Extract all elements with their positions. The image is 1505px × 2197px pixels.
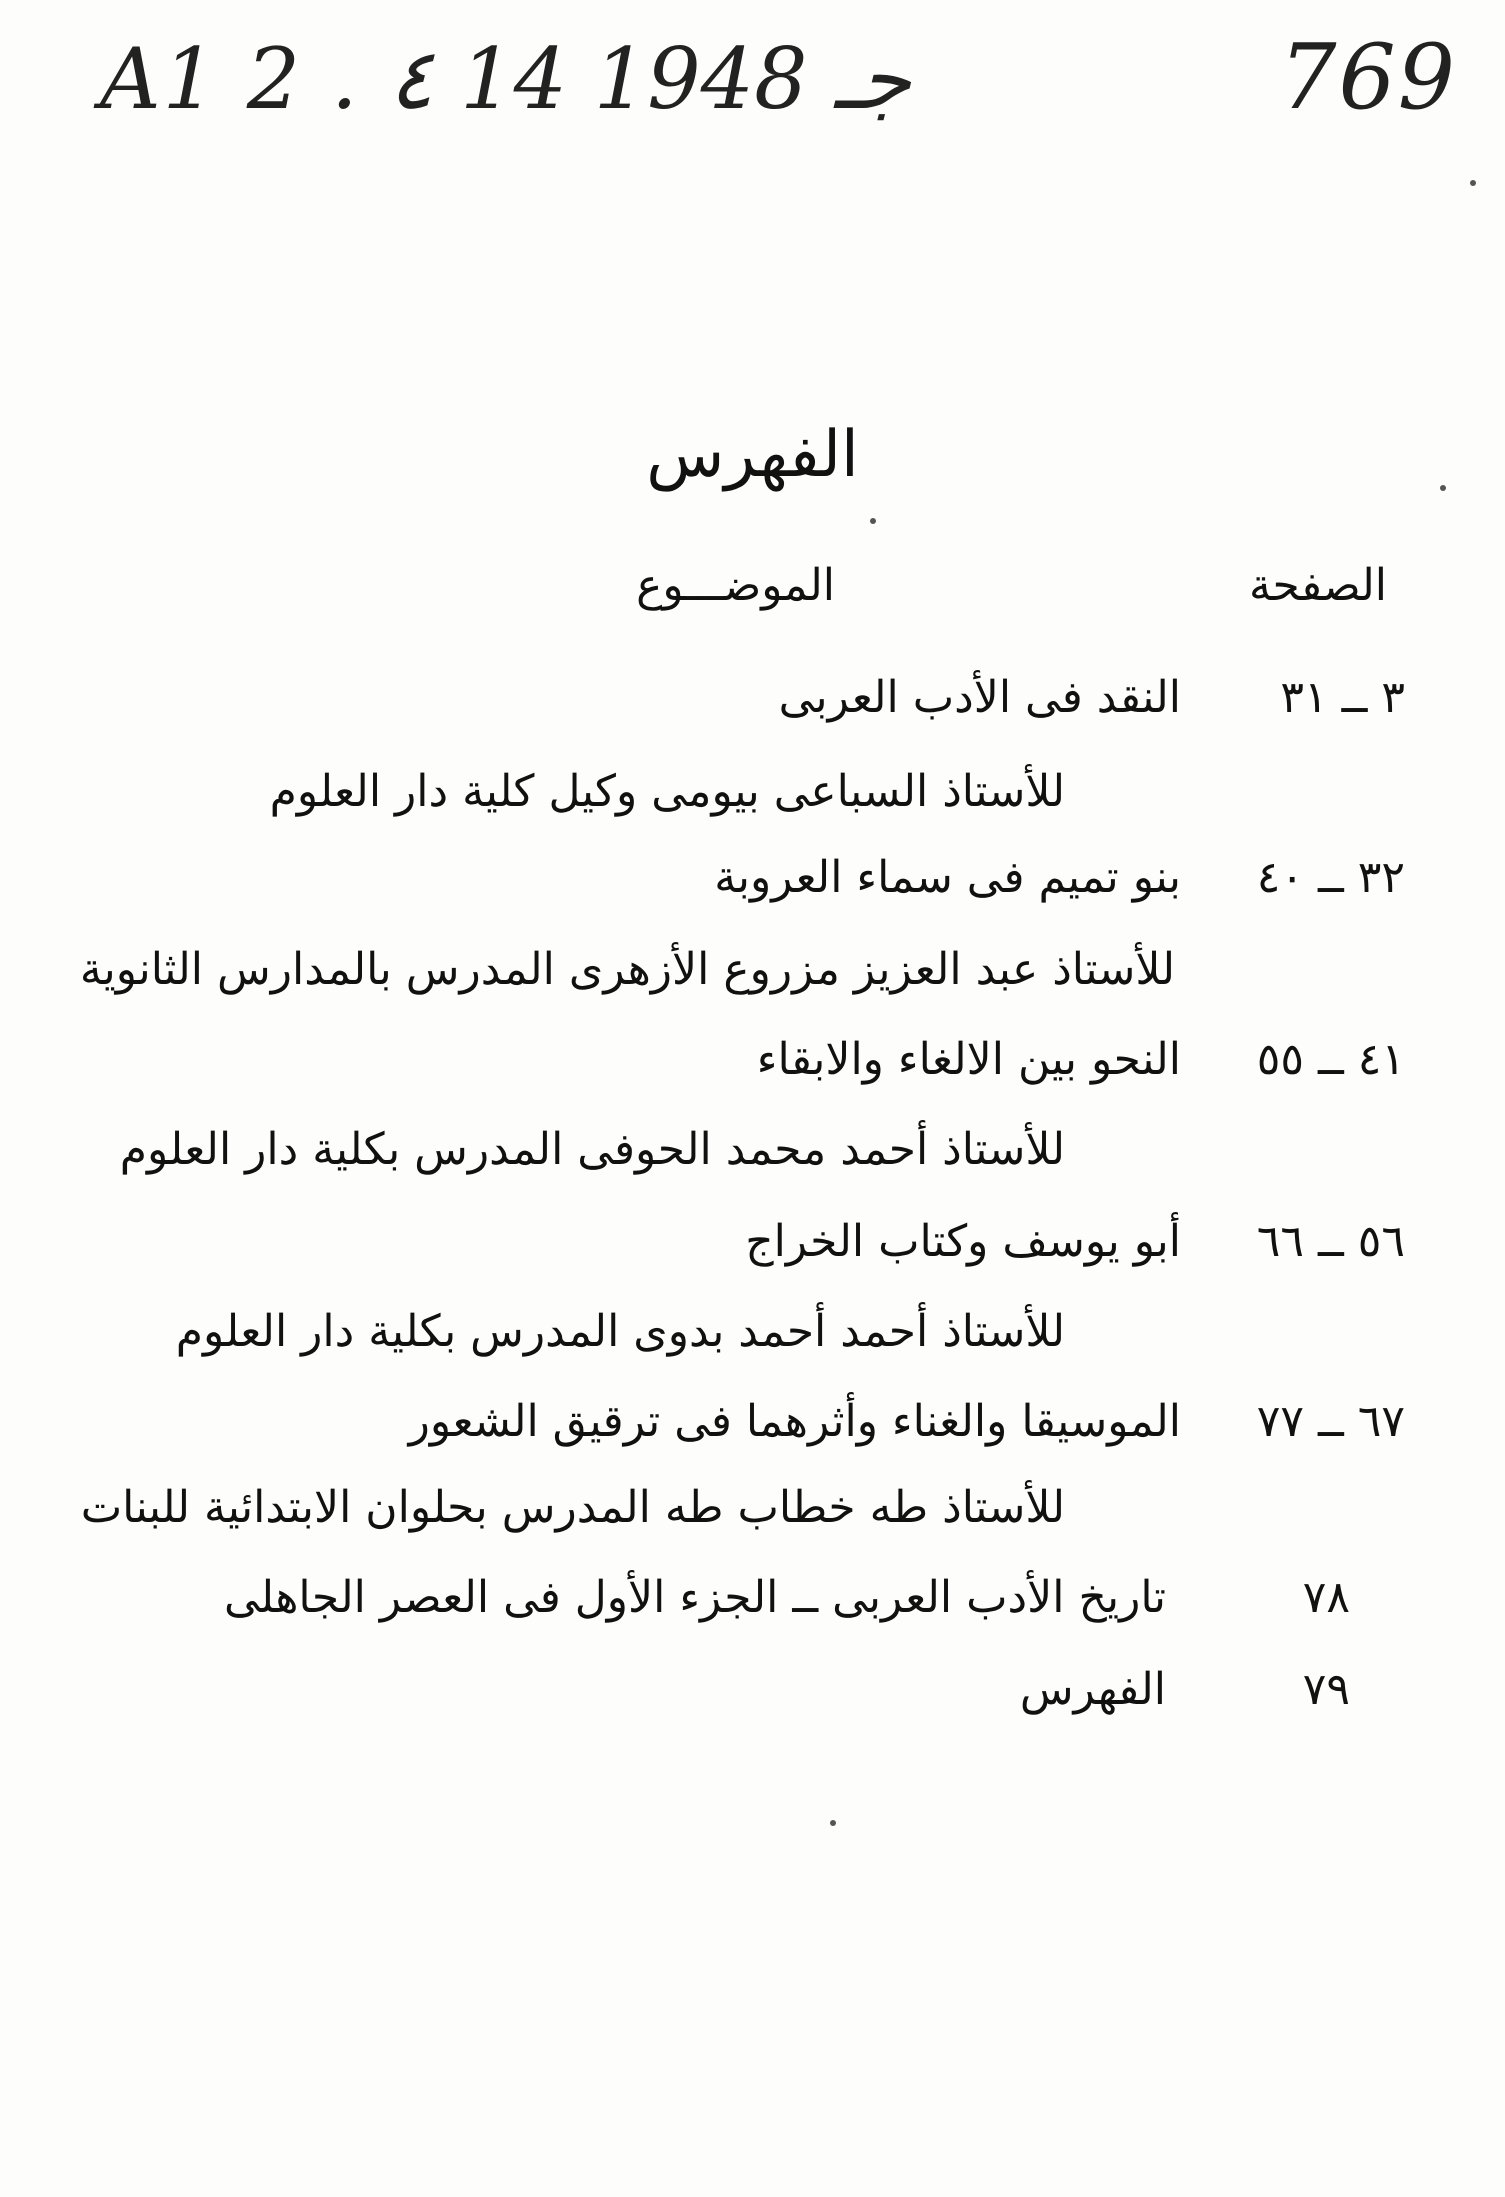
- scan-speck: [830, 1820, 836, 1826]
- handwritten-reference: A1 2 . ٤ 14 جـ 1948: [100, 30, 911, 128]
- toc-entry-pages: ٣٢ ــ ٤٠: [1256, 852, 1405, 903]
- toc-entry-topic: تاريخ الأدب العربى ــ الجزء الأول فى العصر الجاهلى: [223, 1572, 1166, 1623]
- toc-entry-topic: أبو يوسف وكتاب الخراج: [745, 1216, 1181, 1267]
- toc-entry-title: [409, 1392, 1405, 1452]
- toc-entry-topic: الفهرس: [1019, 1664, 1166, 1715]
- toc-entry-pages: ٤١ ــ ٥٥: [1256, 1034, 1405, 1085]
- toc-entry-topic: الموسيقا والغناء وأثرهما فى ترقيق الشعور: [408, 1396, 1181, 1447]
- toc-entry-author: للأستاذ عبد العزيز مزروع الأزهرى المدرس بالمدارس الثانوية: [79, 944, 1175, 995]
- column-header-page: الصفحة: [1248, 560, 1387, 611]
- toc-entry-pages: ٥٦ ــ ٦٦: [1256, 1216, 1405, 1267]
- toc-entry-topic: بنو تميم فى سماء العروبة: [714, 852, 1181, 903]
- toc-entry-title: [757, 1030, 1405, 1090]
- toc-entry-title: [1020, 1660, 1350, 1720]
- toc-entry-author: للأستاذ السباعى بيومى وكيل كلية دار العلوم: [269, 766, 1065, 817]
- toc-entry-title: [779, 668, 1405, 728]
- toc-entry-pages: ٣ ــ ٣١: [1280, 672, 1405, 723]
- toc-entry-title: [745, 1212, 1405, 1272]
- toc-entry-author: للأستاذ أحمد محمد الحوفى المدرس بكلية دار العلوم: [119, 1124, 1065, 1175]
- toc-entry-title: [714, 848, 1405, 908]
- toc-entry-topic: النقد فى الأدب العربى: [778, 672, 1181, 723]
- column-header-topic: الموضـــوع: [636, 560, 835, 611]
- page-title: الفهرس: [646, 418, 859, 492]
- toc-entry-author: للأستاذ أحمد أحمد بدوى المدرس بكلية دار العلوم: [175, 1306, 1065, 1357]
- handwritten-page-number: 769: [1279, 25, 1457, 130]
- toc-entry-pages: ٦٧ ــ ٧٧: [1256, 1396, 1405, 1447]
- scan-speck: [870, 518, 876, 524]
- toc-entry-author: للأستاذ طه خطاب طه المدرس بحلوان الابتدائية للبنات: [80, 1482, 1065, 1533]
- toc-entry-pages: ٧٨: [1302, 1572, 1350, 1623]
- toc-entry-pages: ٧٩: [1302, 1664, 1350, 1715]
- scan-speck: [1440, 485, 1446, 491]
- toc-entry-title: [224, 1568, 1350, 1628]
- scan-speck: [1470, 180, 1476, 186]
- toc-entry-topic: النحو بين الالغاء والابقاء: [756, 1034, 1181, 1085]
